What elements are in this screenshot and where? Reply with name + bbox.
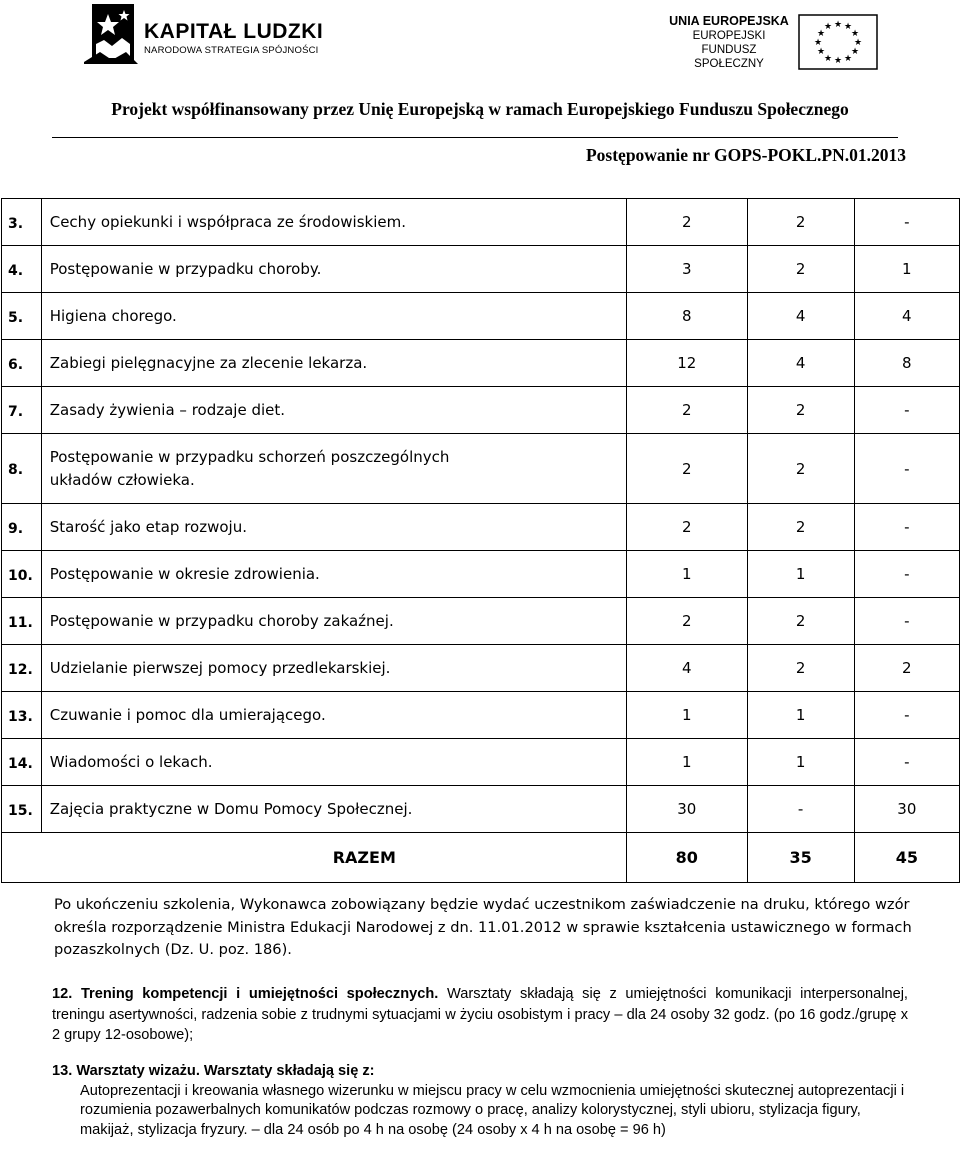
svg-text:★: ★ — [853, 38, 863, 48]
row-practice-hours: 30 — [854, 786, 959, 833]
row-theory-hours: 2 — [747, 434, 854, 504]
row-total-hours: 4 — [626, 645, 747, 692]
svg-text:★: ★ — [850, 29, 860, 39]
row-theory-hours: 2 — [747, 645, 854, 692]
row-number: 6. — [2, 340, 42, 387]
row-practice-hours: - — [854, 739, 959, 786]
row-number: 12. — [2, 645, 42, 692]
row-practice-hours: - — [854, 199, 959, 246]
row-topic: Postępowanie w przypadku schorzeń poszczególnych układów człowieka. — [41, 434, 626, 504]
row-number: 8. — [2, 434, 42, 504]
eu-logo-line2: EUROPEJSKI — [692, 30, 766, 42]
section-13-text: Autoprezentacji i kreowania własnego wizerunku w miejscu pracy w celu wzmocnienia umiejętności skutecznej autoprezentacji i rozumienia pozawerbalnych komunikatów podczas rozmowy o pracę, analizy kolorystycznej, styli ubioru, stylizacja figury, makijaż, stylizacja fryzury. – dla 24 osób po 4 h na osobę (24 osoby x 4 h na osobę = 96 h) — [80, 1082, 905, 1138]
row-total-hours: 2 — [626, 434, 747, 504]
row-number: 9. — [2, 504, 42, 551]
section-12-heading: 12. Trening kompetencji i umiejętności społecznych. — [52, 986, 439, 1002]
svg-text:★: ★ — [833, 20, 843, 30]
table-row — [2, 692, 960, 739]
row-practice-hours: - — [854, 387, 959, 434]
table-row — [2, 504, 960, 551]
row-theory-hours: 2 — [747, 598, 854, 645]
svg-text:★: ★ — [816, 47, 826, 57]
row-theory-hours: 4 — [747, 340, 854, 387]
row-number: 15. — [2, 786, 42, 833]
logo-left-subtitle: NARODOWA STRATEGIA SPÓJNOŚCI — [144, 45, 319, 56]
row-practice-hours: - — [854, 598, 959, 645]
row-topic: Zajęcia praktyczne w Domu Pomocy Społecznej. — [41, 786, 626, 833]
logo-left-title: KAPITAŁ LUDZKI — [144, 20, 324, 43]
table-row — [2, 199, 960, 246]
eu-logo-text — [668, 14, 790, 71]
eu-logo — [668, 14, 878, 74]
procedure-number: Postępowanie nr GOPS-POKL.PN.01.2013 — [585, 145, 906, 165]
certificate-paragraph: Po ukończeniu szkolenia, Wykonawca zobowiązany będzie wydać uczestnikom zaświadczenie na druku, którego wzór określa rozporządzenie Ministra Edukacji Narodowej z dn. 11.01.2012 w sprawie kształcenia ustawicznego w formach pozaszkolnych (Dz. U. poz. 186). — [54, 896, 912, 958]
row-topic: Postępowanie w okresie zdrowienia. — [41, 551, 626, 598]
row-theory-hours: 1 — [747, 551, 854, 598]
table-row — [2, 786, 960, 833]
row-theory-hours: 2 — [747, 246, 854, 293]
row-number: 13. — [2, 692, 42, 739]
kapital-ludzki-emblem-icon — [82, 2, 140, 72]
kapital-ludzki-logo — [82, 2, 322, 74]
row-number: 3. — [2, 199, 42, 246]
row-number: 11. — [2, 598, 42, 645]
curriculum-table — [1, 198, 960, 883]
svg-text:★: ★ — [850, 47, 860, 57]
row-practice-hours: - — [854, 434, 959, 504]
row-total-hours: 30 — [626, 786, 747, 833]
table-row — [2, 645, 960, 692]
section-12-text: Warsztaty składają się z umiejętności komunikacji interpersonalnej, treningu asertywności, radzenia sobie z trudnymi sytuacjami w życiu osobistym i pracy – dla 24 osoby 32 godz. (po 16 godz./grupę x 2 grupy 12-osobowe); — [52, 986, 908, 1043]
row-total-hours: 1 — [626, 692, 747, 739]
row-practice-hours: 4 — [854, 293, 959, 340]
row-total-hours: 2 — [626, 504, 747, 551]
svg-text:★: ★ — [823, 22, 833, 32]
row-number: 14. — [2, 739, 42, 786]
row-practice-hours: - — [854, 551, 959, 598]
eu-logo-line1: UNIA EUROPEJSKA — [669, 14, 789, 28]
row-total-hours: 2 — [626, 387, 747, 434]
svg-text:★: ★ — [833, 56, 843, 66]
row-practice-hours: - — [854, 692, 959, 739]
table-row — [2, 434, 960, 504]
section-13 — [52, 1062, 908, 1140]
table-row — [2, 551, 960, 598]
table-row — [2, 739, 960, 786]
section-12 — [52, 984, 908, 1046]
project-cofinancing-line: Projekt współfinansowany przez Unię Europejską w ramach Europejskiego Funduszu Społecznego — [111, 99, 849, 119]
row-topic: Starość jako etap rozwoju. — [41, 504, 626, 551]
row-total-hours: 12 — [626, 340, 747, 387]
svg-text:★: ★ — [843, 54, 853, 64]
row-theory-hours: 2 — [747, 199, 854, 246]
table-row — [2, 387, 960, 434]
table-row — [2, 598, 960, 645]
row-theory-hours: 4 — [747, 293, 854, 340]
svg-text:★: ★ — [823, 54, 833, 64]
row-theory-hours: 2 — [747, 387, 854, 434]
row-theory-hours: 1 — [747, 692, 854, 739]
row-theory-hours: 1 — [747, 739, 854, 786]
total-hours: 80 — [626, 833, 747, 883]
total-practice-hours: 45 — [854, 833, 959, 883]
row-number: 5. — [2, 293, 42, 340]
eu-logo-line3: FUNDUSZ SPOŁECZNY — [694, 44, 764, 70]
row-theory-hours: 2 — [747, 504, 854, 551]
table-total-row — [2, 833, 960, 883]
table-row — [2, 293, 960, 340]
row-total-hours: 2 — [626, 199, 747, 246]
row-total-hours: 2 — [626, 598, 747, 645]
row-total-hours: 1 — [626, 739, 747, 786]
row-topic: Postępowanie w przypadku choroby. — [41, 246, 626, 293]
row-topic: Higiena chorego. — [41, 293, 626, 340]
row-number: 7. — [2, 387, 42, 434]
row-topic: Czuwanie i pomoc dla umierającego. — [41, 692, 626, 739]
total-label: RAZEM — [2, 833, 627, 883]
row-number: 10. — [2, 551, 42, 598]
row-topic: Wiadomości o lekach. — [41, 739, 626, 786]
svg-text:★: ★ — [813, 38, 823, 48]
row-practice-hours: 2 — [854, 645, 959, 692]
row-topic: Zasady żywienia – rodzaje diet. — [41, 387, 626, 434]
row-total-hours: 8 — [626, 293, 747, 340]
row-total-hours: 3 — [626, 246, 747, 293]
row-number: 4. — [2, 246, 42, 293]
row-topic: Zabiegi pielęgnacyjne za zlecenie lekarza. — [41, 340, 626, 387]
row-practice-hours: 1 — [854, 246, 959, 293]
eu-flag-icon — [798, 14, 878, 70]
row-topic: Cechy opiekunki i współpraca ze środowiskiem. — [41, 199, 626, 246]
table-row — [2, 246, 960, 293]
header-divider — [52, 137, 898, 138]
row-topic: Udzielanie pierwszej pomocy przedlekarskiej. — [41, 645, 626, 692]
row-practice-hours: 8 — [854, 340, 959, 387]
row-practice-hours: - — [854, 504, 959, 551]
row-theory-hours: - — [747, 786, 854, 833]
total-theory-hours: 35 — [747, 833, 854, 883]
row-topic: Postępowanie w przypadku choroby zakaźnej. — [41, 598, 626, 645]
table-row — [2, 340, 960, 387]
row-total-hours: 1 — [626, 551, 747, 598]
svg-text:★: ★ — [843, 22, 853, 32]
section-13-heading: 13. Warsztaty wizażu. Warsztaty składają się z: — [52, 1063, 375, 1079]
svg-text:★: ★ — [816, 29, 826, 39]
